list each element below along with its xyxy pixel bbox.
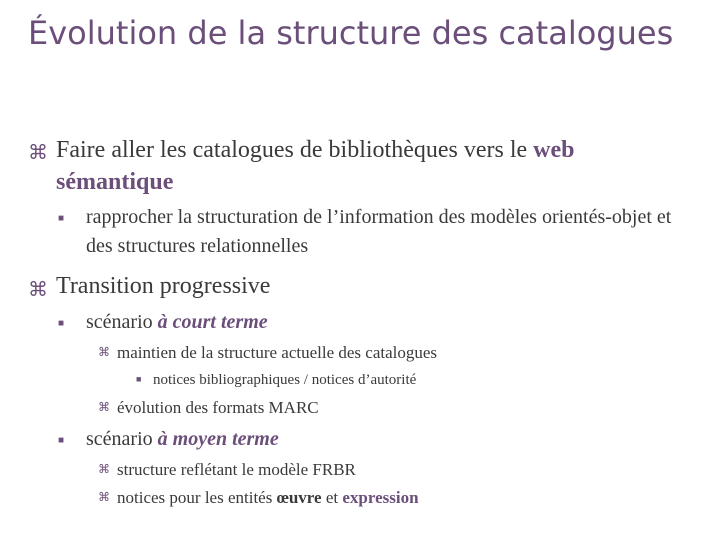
level3-text-plain: notices pour les entités	[117, 488, 277, 507]
level4-text: notices bibliographiques / notices d’autorité	[153, 372, 417, 388]
subitem-text-emphasis: à moyen terme	[157, 428, 279, 450]
level3-text-emphasis: œuvre	[276, 488, 322, 507]
item-text: Transition progressive	[56, 273, 271, 299]
slide-title: Évolution de la structure des catalogues	[28, 14, 674, 52]
item-text	[56, 134, 696, 198]
level3-text	[117, 487, 697, 509]
level3-text: évolution des formats MARC	[117, 398, 319, 417]
command-bullet-icon: ⌘	[98, 345, 110, 359]
subitem-text	[86, 308, 686, 337]
level3-text-plain: et	[321, 488, 343, 507]
level3-text-emphasis: expression	[342, 488, 419, 507]
command-bullet-icon: ⌘	[98, 462, 110, 476]
command-bullet-icon: ⌘	[28, 279, 48, 301]
item-text-plain: Faire aller les catalogues de bibliothèques vers le	[56, 137, 534, 163]
subitem-text-plain: scénario	[86, 311, 158, 333]
command-bullet-icon: ⌘	[28, 142, 48, 164]
square-bullet-icon: ■	[136, 374, 142, 384]
subitem-text: rapprocher la structuration de l’information des modèles orientés-objet et des structures relationnelles	[86, 206, 672, 257]
subitem-text	[86, 425, 686, 454]
square-bullet-icon: ■	[58, 435, 65, 446]
square-bullet-icon: ■	[58, 318, 65, 329]
item-text-emphasis: web sémantique	[56, 137, 575, 195]
subitem-text-plain: scénario	[86, 428, 158, 450]
level3-text: maintien de la structure actuelle des catalogues	[117, 343, 438, 362]
command-bullet-icon: ⌘	[98, 490, 110, 504]
command-bullet-icon: ⌘	[98, 400, 110, 414]
level3-text: structure reflétant le modèle FRBR	[117, 460, 356, 479]
subitem-text-emphasis: à court terme	[157, 311, 268, 333]
square-bullet-icon: ■	[58, 213, 65, 224]
